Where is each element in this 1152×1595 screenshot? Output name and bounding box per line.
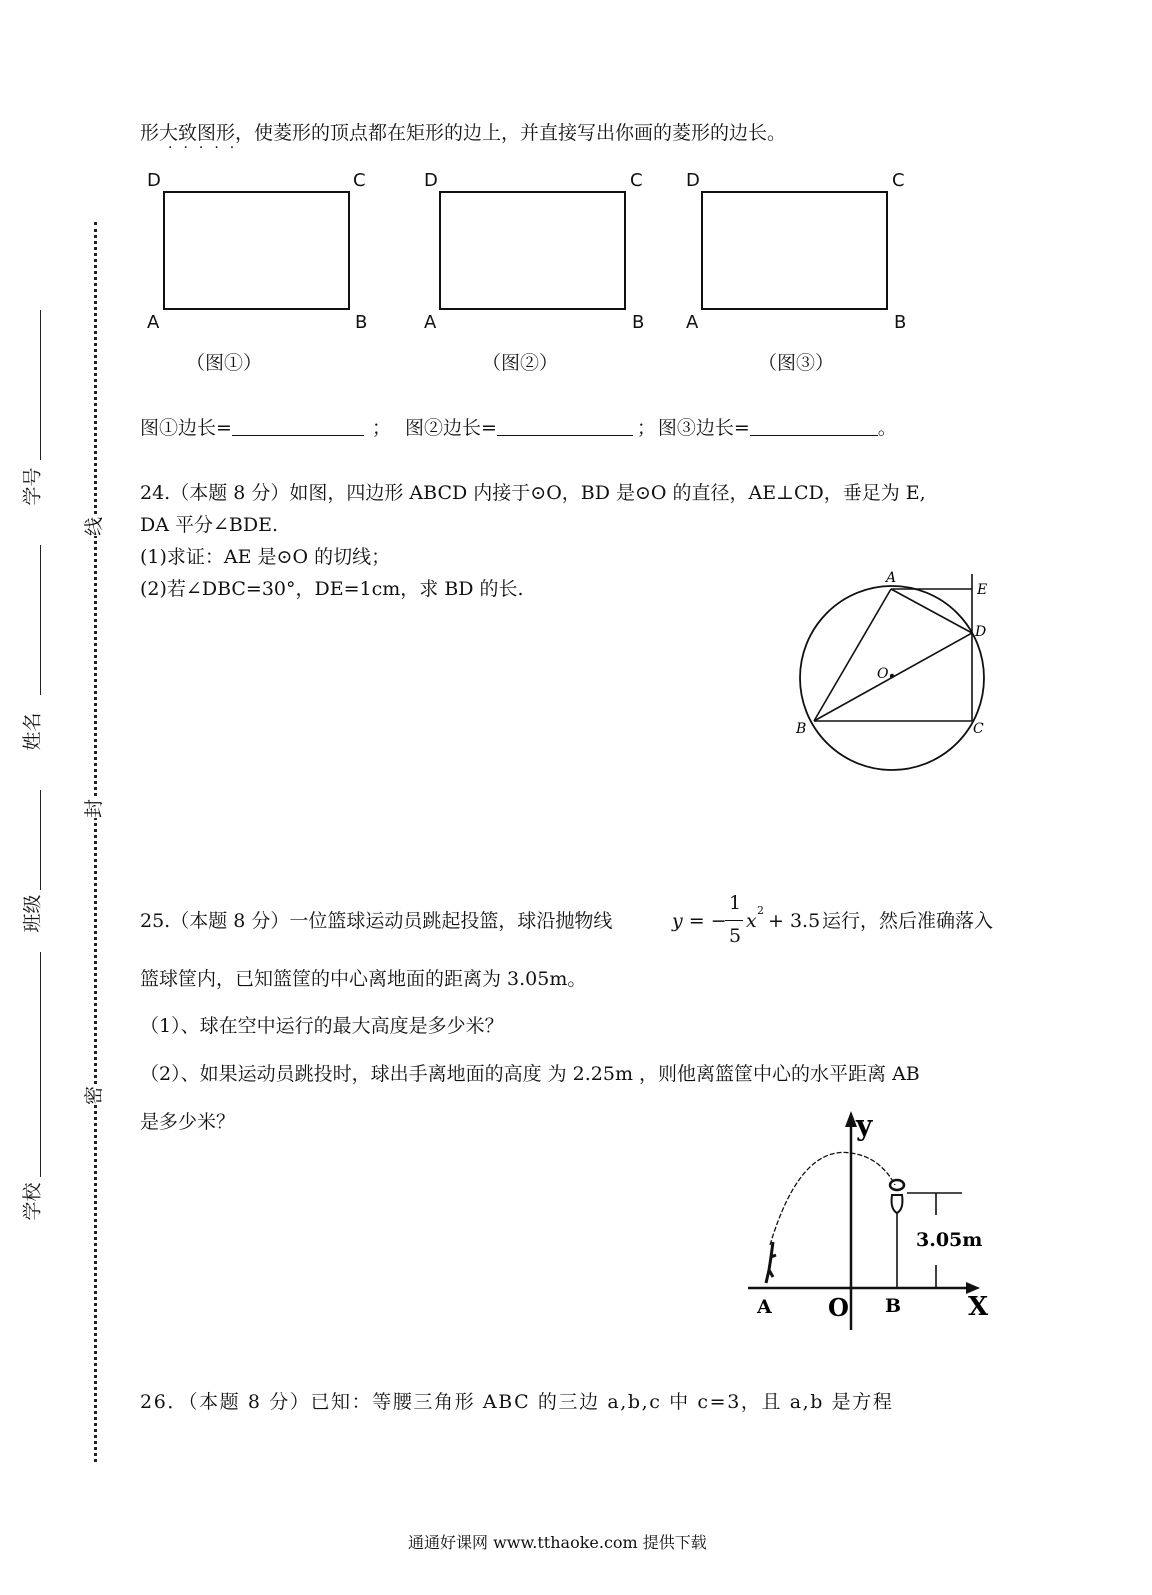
q24-line2: DA 平分∠BDE. xyxy=(140,514,279,536)
q25-part2: （2）、如果运动员跳投时，球出手离地面的高度 为 2.25m ，则他离篮筐中心的水平距离 AB xyxy=(140,1063,920,1085)
caption-fig3: （图③） xyxy=(758,352,835,374)
emphasis-dots: ····· xyxy=(168,140,246,156)
rect2-label-c: C xyxy=(630,170,643,191)
seal-char-xian: 线 xyxy=(79,517,106,536)
hoop-rim xyxy=(890,1180,904,1190)
formula-exponent: 2 xyxy=(757,904,764,917)
answer-line xyxy=(140,417,897,440)
q25-line1 xyxy=(140,910,612,933)
fig25-label-height: 3.05m xyxy=(916,1229,983,1251)
center-o-point xyxy=(890,674,894,678)
formula-x: x xyxy=(746,910,757,932)
blank-line-xingming xyxy=(40,545,41,695)
seal-char-feng: 封 xyxy=(79,799,106,818)
rect3-label-a: A xyxy=(686,312,699,333)
fig25-label-a: A xyxy=(757,1296,772,1318)
caption-fig2: （图②） xyxy=(482,352,559,374)
answer-fig3-label: 图③边长= xyxy=(657,417,750,439)
formula-tail: + 3.5 xyxy=(768,910,821,932)
rectangle-fig3 xyxy=(701,191,888,310)
rect1-label-c: C xyxy=(353,170,366,191)
q25-suffix: 运行，然后准确落入 xyxy=(822,910,994,932)
q24-part1: (1)求证：AE 是⊙O 的切线； xyxy=(140,546,391,568)
rect1-label-a: A xyxy=(147,312,160,333)
q24-circle-figure xyxy=(780,566,1010,781)
blank-line-xuexiao xyxy=(40,952,41,1177)
rect2-label-b: B xyxy=(632,312,645,333)
label-name: 姓名 xyxy=(21,712,44,751)
formula-fraction-bar xyxy=(725,920,743,921)
q24-line1: 24.（本题 8 分）如图，四边形 ABCD 内接于⊙O，BD 是⊙O 的直径，AE⊥CD，垂足为 E, xyxy=(140,482,926,504)
fig24-label-o: O xyxy=(877,666,889,682)
q24-part2: (2)若∠DBC=30°，DE=1cm，求 BD 的长. xyxy=(140,578,524,600)
answer-fig1-blank[interactable] xyxy=(232,417,364,436)
formula-numerator: 1 xyxy=(729,892,742,914)
rect1-label-b: B xyxy=(355,312,368,333)
label-class: 班级 xyxy=(21,894,44,933)
footer-source: 通通好课网 www.tthaoke.com 提供下载 xyxy=(408,1533,707,1552)
q26-line1: 26．（本题 8 分）已知：等腰三角形 ABC 的三边 a,b,c 中 c=3，且 a,b 是方程 xyxy=(140,1391,894,1413)
q25-prefix: 25.（本题 8 分）一位篮球运动员跳起投篮，球沿抛物线 xyxy=(140,910,613,932)
caption-fig1: （图①） xyxy=(186,352,263,374)
q25-line2: 篮球筐内，已知篮筐的中心离地面的距离为 3.05m。 xyxy=(140,968,587,990)
rect1-label-d: D xyxy=(147,170,161,191)
q25-part1: （1）、球在空中运行的最大高度是多少米？ xyxy=(140,1015,504,1037)
rect3-label-c: C xyxy=(892,170,905,191)
answer-end: 。 xyxy=(877,417,897,439)
rect2-label-d: D xyxy=(424,170,438,191)
fig25-label-b: B xyxy=(885,1295,902,1317)
fig24-label-e: E xyxy=(977,582,988,598)
fig24-label-c: C xyxy=(973,721,984,737)
formula-denominator: 5 xyxy=(729,925,742,947)
fig25-label-y: y xyxy=(856,1109,873,1142)
fig24-label-d: D xyxy=(975,624,987,640)
answer-fig2-blank[interactable] xyxy=(497,417,633,436)
blank-line-banji xyxy=(40,790,41,890)
label-school: 学校 xyxy=(21,1182,44,1221)
fig24-label-b: B xyxy=(796,721,807,737)
fig25-label-x: X xyxy=(968,1292,989,1322)
player-figure xyxy=(766,1242,776,1283)
answer-fig2-label: 图②边长= xyxy=(404,417,497,439)
rectangle-fig2 xyxy=(439,191,626,310)
q25-basketball-figure xyxy=(740,1105,1010,1340)
rect3-label-b: B xyxy=(894,312,907,333)
answer-fig1-label: 图①边长= xyxy=(140,417,232,439)
answer-sep-2: ； xyxy=(636,417,656,439)
rect2-label-a: A xyxy=(424,312,437,333)
seal-dotted-line xyxy=(94,222,97,1462)
seal-char-mi: 密 xyxy=(79,1086,106,1105)
answer-fig3-blank[interactable] xyxy=(750,417,878,436)
rect3-label-d: D xyxy=(686,170,700,191)
answer-sep-1: ； xyxy=(371,417,391,439)
intro-line: 形大致图形，使菱形的顶点都在矩形的边上，并直接写出你画的菱形的边长。 xyxy=(140,122,787,144)
segment-ab xyxy=(814,589,891,721)
blank-line-xuehao xyxy=(40,310,41,460)
hoop-net xyxy=(892,1195,903,1213)
formula-y: y = − xyxy=(672,910,727,932)
fig24-label-a: A xyxy=(886,570,897,586)
rectangle-fig1 xyxy=(163,191,350,310)
ball-trajectory xyxy=(770,1152,895,1245)
fig25-label-o: O xyxy=(828,1293,849,1322)
q25-part2b: 是多少米？ xyxy=(140,1111,236,1133)
label-student-id: 学号 xyxy=(21,467,44,506)
